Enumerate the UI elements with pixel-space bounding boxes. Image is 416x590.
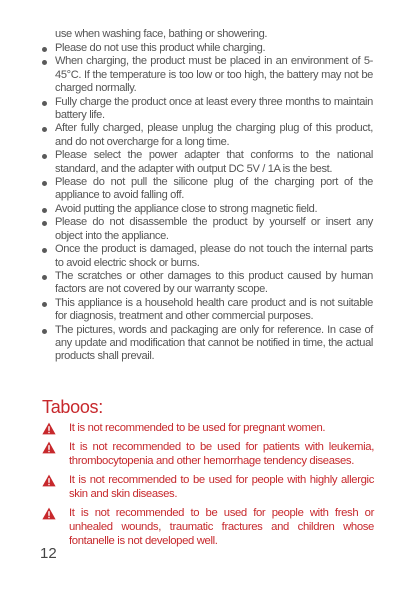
list-item [40, 297, 373, 324]
taboo-item [42, 506, 374, 548]
taboo-item [42, 421, 374, 435]
bullet-icon [42, 302, 47, 307]
taboos-heading: Taboos: [42, 397, 103, 417]
warning-triangle-icon [42, 507, 56, 520]
list-item [40, 176, 373, 203]
list-item-text: The scratches or other damages to this product caused by human factors are not covered by our warranty scope. [55, 269, 373, 296]
list-item [40, 42, 373, 55]
bullet-icon [42, 60, 47, 65]
taboo-item-text: It is not recommended to be used for people with highly allergic skin and skin diseases. [69, 474, 374, 500]
bullet-icon [42, 101, 47, 106]
bullet-icon [42, 208, 47, 213]
list-item [40, 149, 373, 176]
taboo-item [42, 473, 374, 501]
bullet-icon [42, 127, 47, 132]
taboos-list [42, 421, 374, 553]
list-item-text: Fully charge the product once at least every three months to maintain battery life. [55, 95, 373, 122]
taboo-item-text: It is not recommended to be used for patients with leukemia, thrombocytopenia and other hemorrhage tendency diseases. [69, 441, 374, 467]
list-item-text: The pictures, words and packaging are only for reference. In case of any update and modification that cannot be notified in time, the actual products shall prevail. [55, 323, 373, 363]
continued-text: use when washing face, bathing or showering. [55, 28, 268, 40]
warning-triangle-icon [42, 441, 56, 454]
taboo-item-text: It is not recommended to be used for pregnant women. [69, 422, 326, 434]
list-item [40, 216, 373, 243]
list-item [40, 96, 373, 123]
taboo-item [42, 440, 374, 468]
list-item-text: Please do not disassemble the product by yourself or insert any object into the appliance. [55, 216, 373, 242]
bullet-icon [42, 275, 47, 280]
list-item [40, 55, 373, 95]
list-item [40, 203, 373, 216]
bullet-icon [42, 47, 47, 52]
list-item [40, 270, 373, 297]
page-number: 12 [40, 545, 57, 562]
list-item [40, 243, 373, 270]
list-item-text: After fully charged, please unplug the charging plug of this product, and do not overcharge for a long time. [55, 122, 373, 148]
list-item-text: Once the product is damaged, please do not touch the internal parts to avoid electric shock or burns. [55, 243, 373, 269]
list-item-text: Please do not use this product while charging. [55, 42, 266, 54]
list-item-text: Please do not pull the silicone plug of the charging port of the appliance to avoid falling off. [55, 176, 373, 202]
list-item [40, 122, 373, 149]
bullet-icon [42, 154, 47, 159]
list-item-text: This appliance is a household health care product and is not suitable for diagnosis, treatment and other commercial purposes. [55, 296, 373, 323]
list-item-text: Avoid putting the appliance close to strong magnetic field. [55, 202, 318, 215]
taboo-item-text: It is not recommended to be used for people with fresh or unhealed wounds, traumatic fractures and children whose fontanelle is not developed well. [69, 507, 374, 547]
list-item-text: Please select the power adapter that conforms to the national standard, and the adapter with output DC 5V / 1A is the best. [55, 149, 373, 175]
bullet-icon [42, 248, 47, 253]
list-item-text: When charging, the product must be placed in an environment of 5-45°C. If the temperature is too low or too high, the battery may not be charged normally. [55, 55, 373, 95]
list-item [40, 324, 373, 364]
bullet-icon [42, 329, 47, 334]
warning-triangle-icon [42, 474, 56, 487]
bullet-icon [42, 221, 47, 226]
bullet-icon [42, 181, 47, 186]
safety-notes-list [40, 42, 373, 364]
warning-triangle-icon [42, 422, 56, 435]
